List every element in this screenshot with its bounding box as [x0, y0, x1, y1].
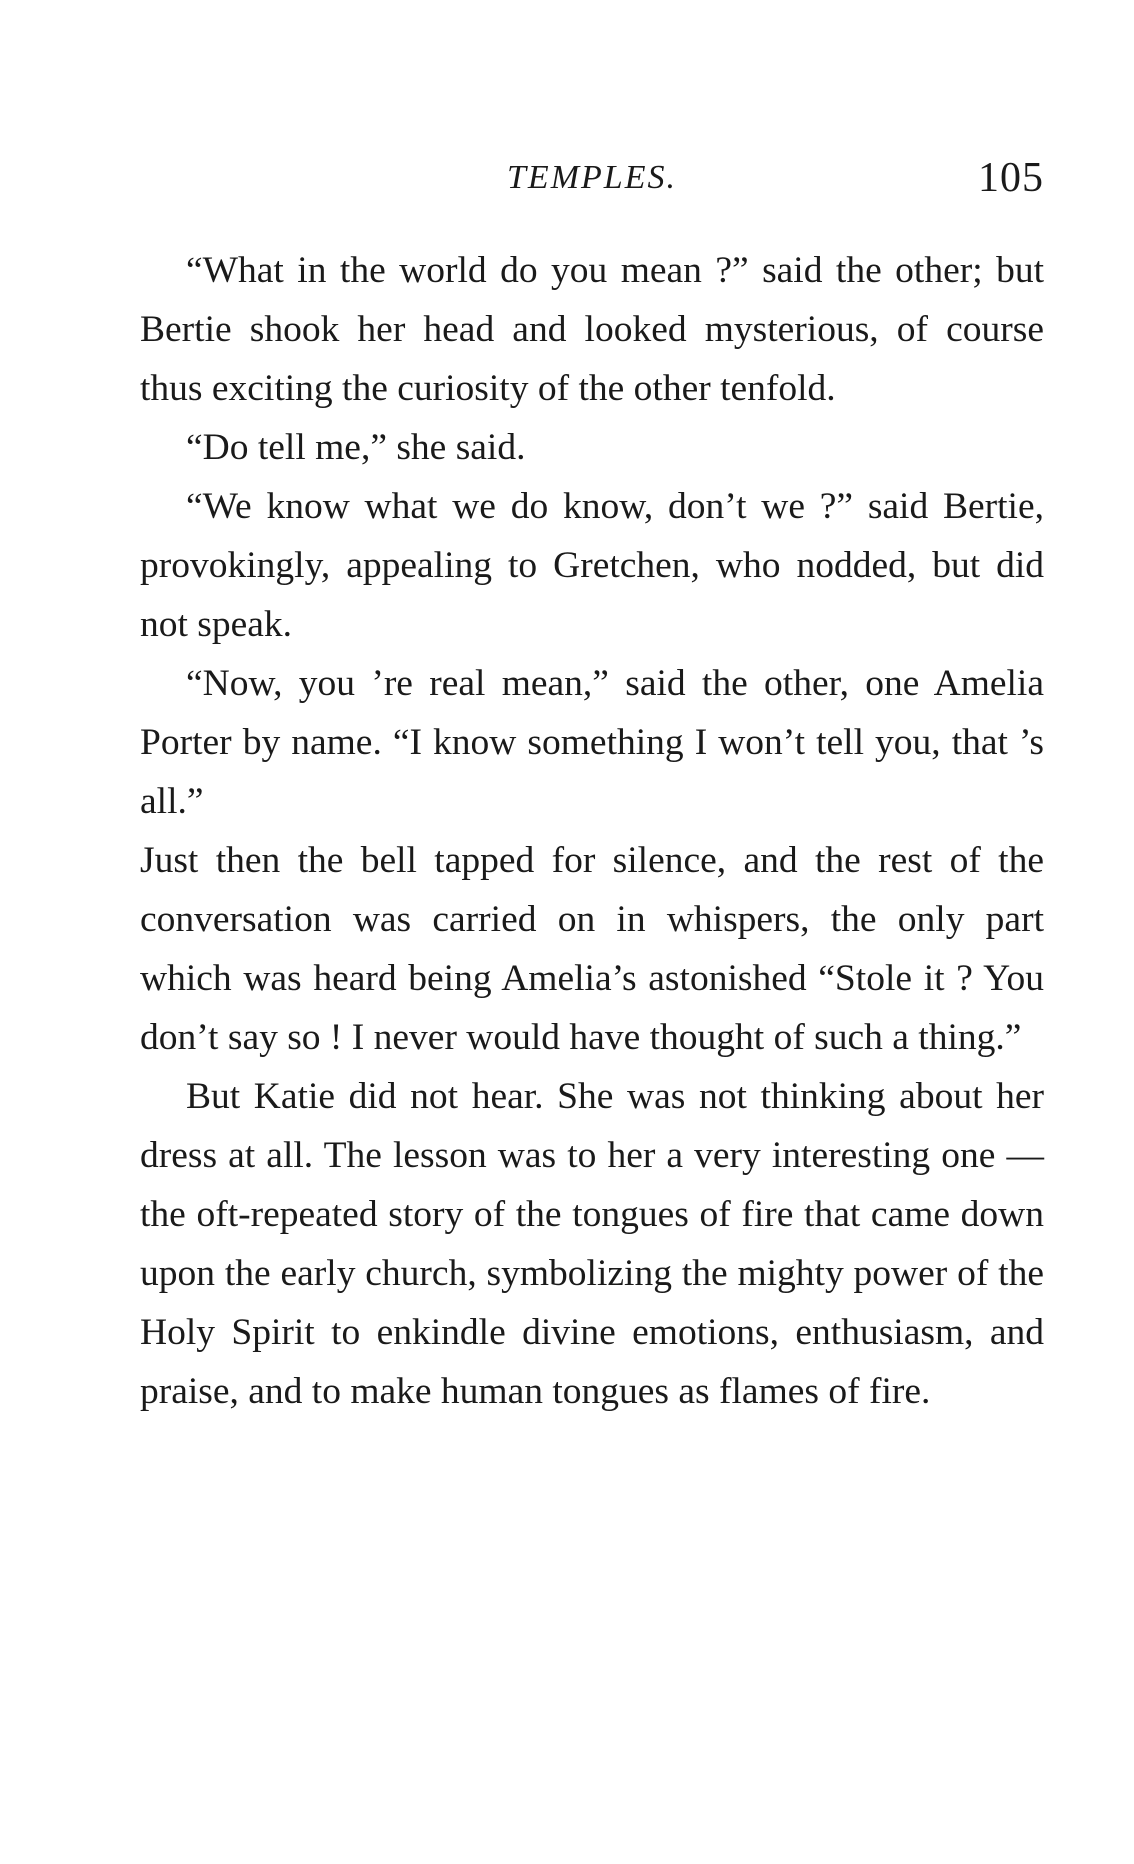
paragraph: “Do tell me,” she said. — [186, 427, 526, 468]
running-title: TEMPLES. — [507, 159, 677, 196]
paragraph: “What in the world do you mean ?” said the other; but Bertie shook her head and looked mysterious, of course thus exciting the curiosity of the other tenfold. — [140, 250, 1044, 409]
running-head — [140, 150, 1044, 206]
paragraph: But Katie did not hear. She was not thinking about her dress at all. The lesson was to her a very interesting one — the oft-repeated story of the tongues of fire that came down upon the early church, symbolizing the mighty power of the Holy Spirit to enkindle divine emotions, enthusiasm, and praise, and to make human tongues as flames of fire. — [140, 1076, 1044, 1412]
page-number: 105 — [978, 155, 1044, 201]
paragraph: “We know what we do know, don’t we ?” said Bertie, provokingly, appealing to Gretchen, who nodded, but did not speak. — [140, 486, 1044, 645]
paragraph: Just then the bell tapped for silence, and the rest of the conversation was carried on in whispers, the only part which was heard being Amelia’s astonished “Stole it ? You don’t say so ! I never would have thought of such a thing.” — [140, 840, 1044, 1058]
body-text — [140, 241, 1044, 1421]
paragraph: “Now, you ’re real mean,” said the other, one Amelia Porter by name. “I know something I won’t tell you, that ’s all.” — [140, 663, 1044, 822]
